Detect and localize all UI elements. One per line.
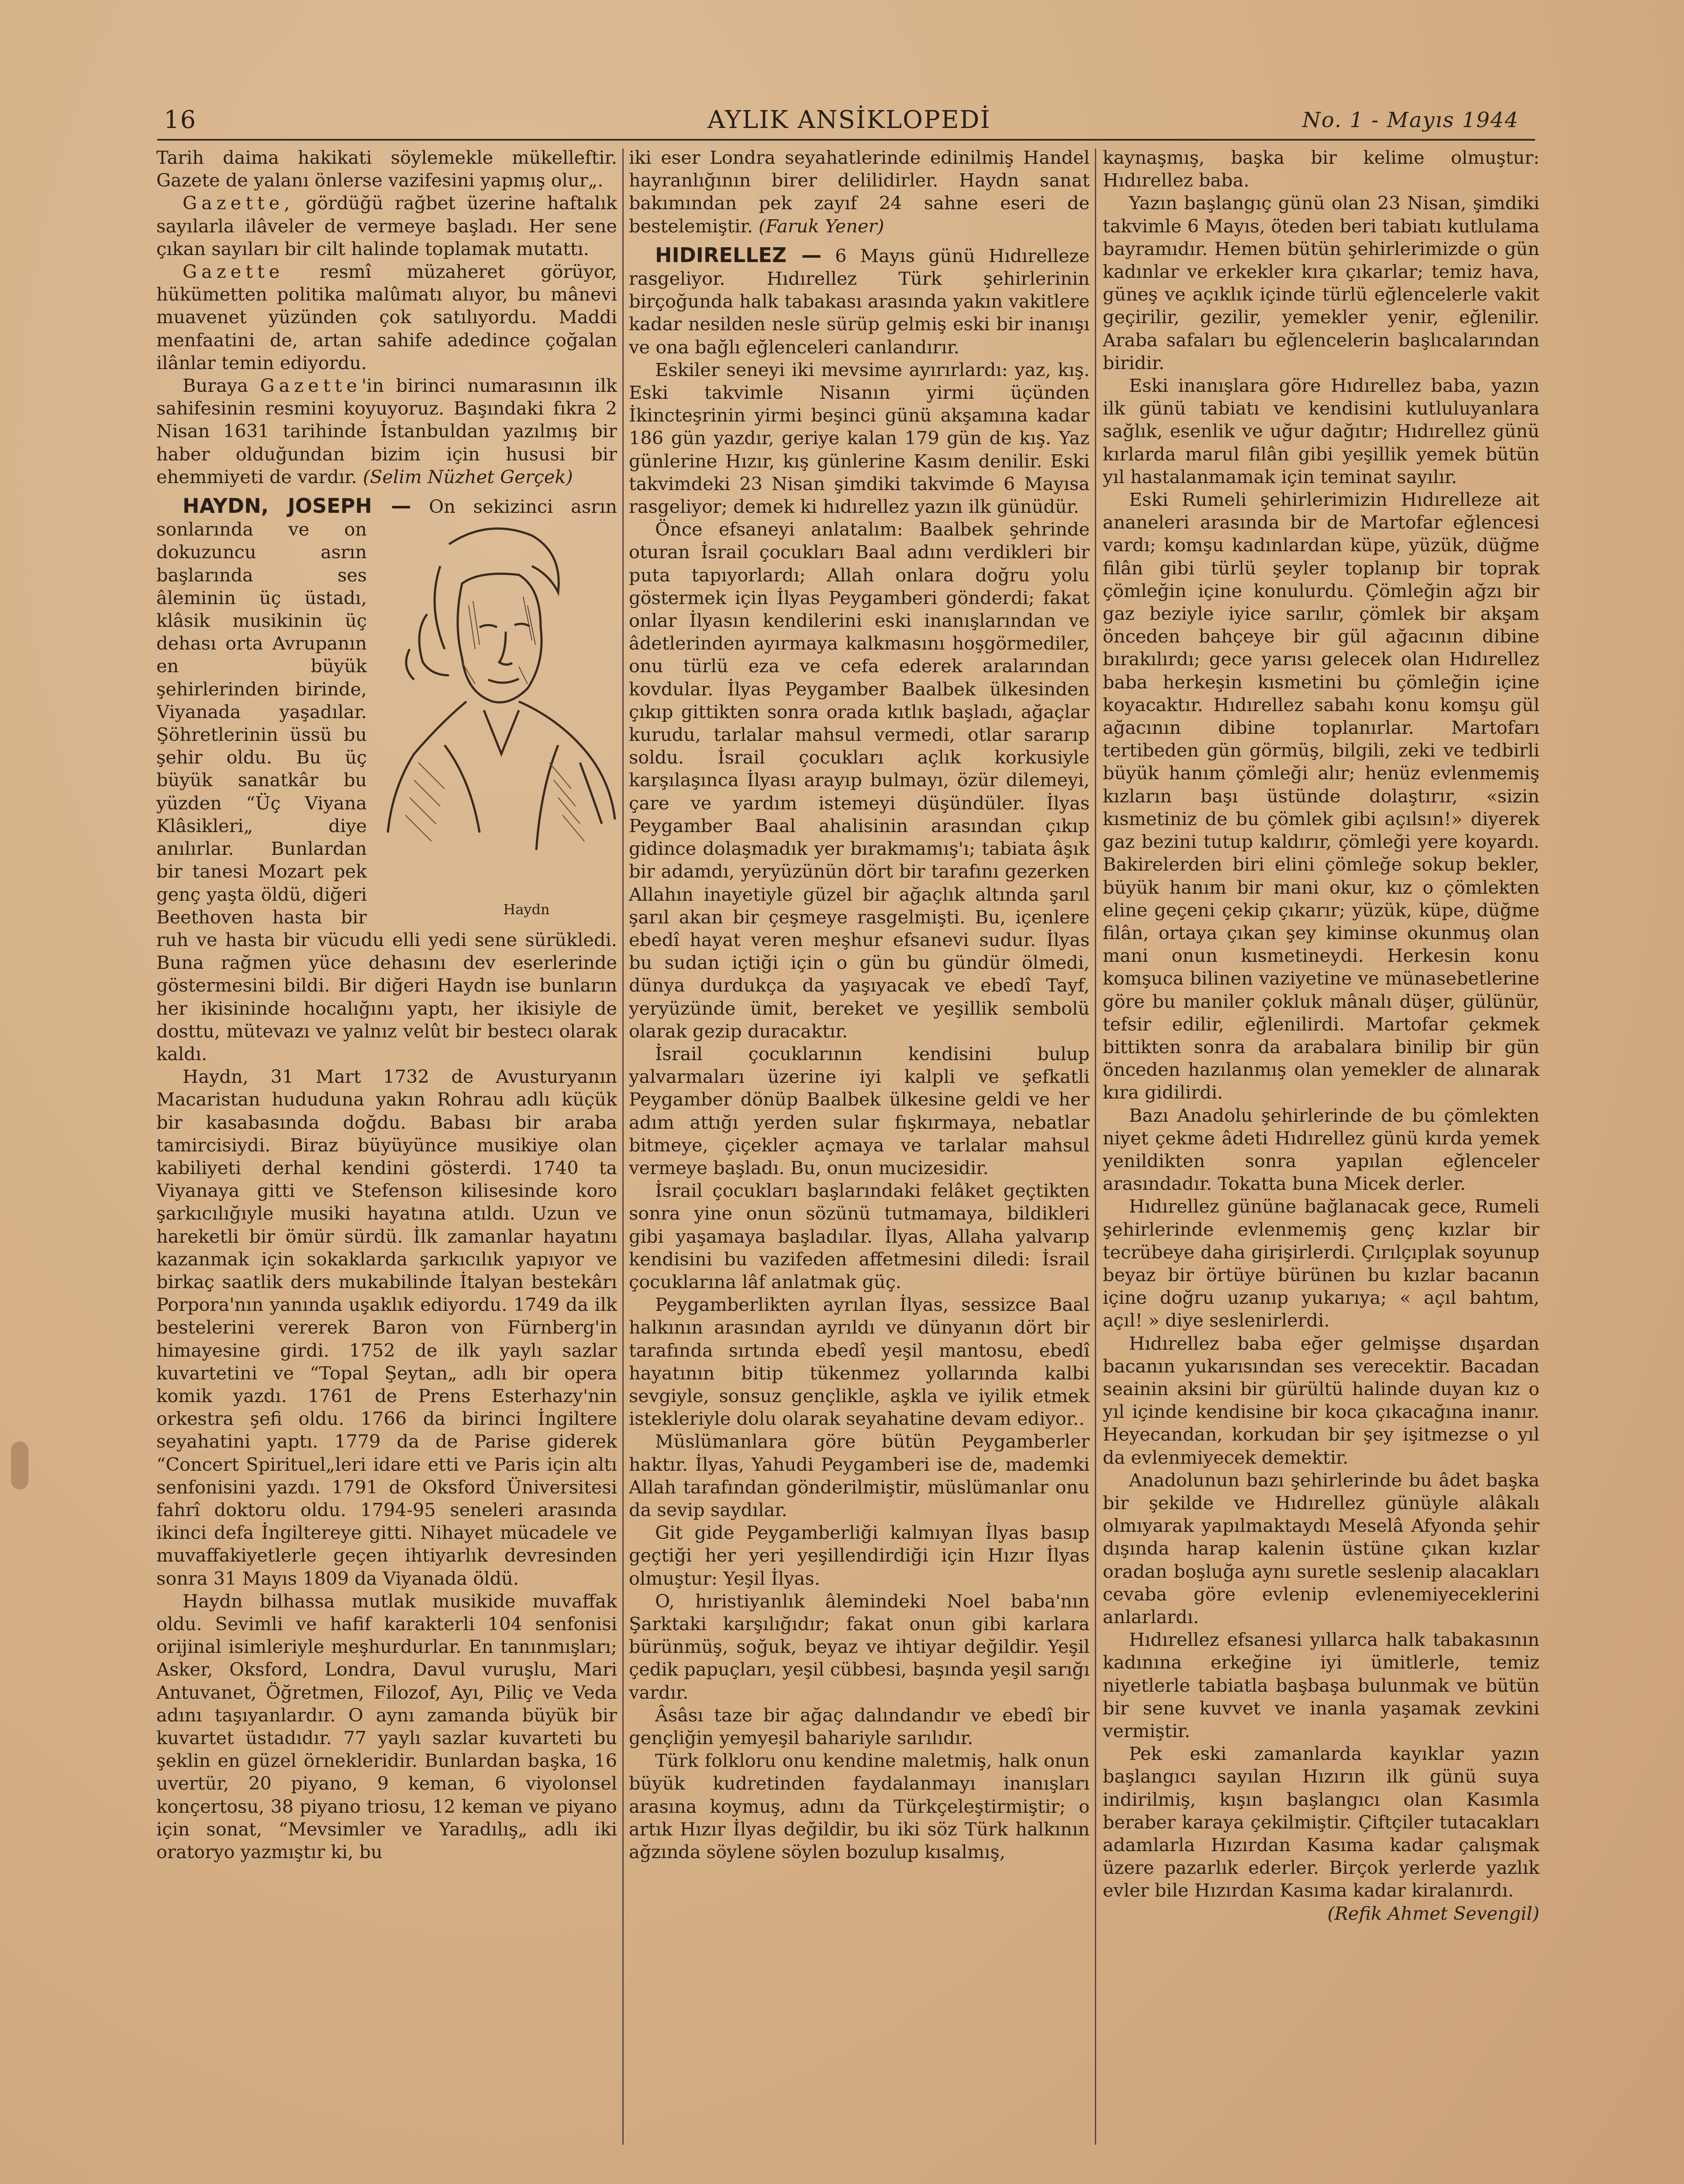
paragraph: Müslümanlara göre bütün Peygamberler haktır. İlyas, Yahudi Peygamberi ise de, mademki Allah tarafından gönderilmiştir, müslümanlar onu da sevip saydılar. bbox=[629, 1431, 1090, 1521]
paragraph bbox=[156, 260, 617, 374]
paper-stain bbox=[11, 1441, 28, 1489]
column-divider-1 bbox=[622, 149, 624, 2145]
gazette-name: Gazette bbox=[260, 375, 362, 397]
author-signature: (Faruk Yener) bbox=[759, 215, 884, 237]
paragraph: Türk folkloru onu kendine maletmiş, halk onun büyük kudretinden faydalanmayı inanışları arasına koymuş, adını da Türkçeleştirmiştir; o artık Hızır İlyas değildir, bu iki söz Türk halkının ağzında söylene söylen bozulup kısalmış, bbox=[629, 1750, 1090, 1863]
paragraph: Eski Rumeli şehirlerimizin Hıdırelleze ait ananeleri arasında bir de Martofar eğlencesi vardı; komşu kadınlardan küpe, yüzük, düğme filân gibi türlü şeyler toplanıp bir toprak çömleğin içine konulurdu. Çömleğin ağzı bir gaz beziyle iyice sarılır, çömlek bir akşam önceden bahçeye bir gül ağacının dibine bırakılırdı; gece yarısı gelecek olan Hıdırellez baba herkeşin kısmetini bu çömleğin içine koyacaktır. Hıdırellez sabahı konu komşu gül ağacının dibine toplanırlar. Martofarı tertibeden gün görmüş, bilgili, zeki ve tedbirli büyük hanım çömleği alır; henüz evlenmemiş kızların başı üstünde dolaştırır, «sizin kısmetiniz de bu çömlek gibi açılsın!» diyerek gaz bezini tutup kaldırır, çömleği yere koyardı. Bakirelerden biri elini çömleğe sokup bekler, büyük hanım bir mani okur, kız o çömlekten eline geçeni çekip çıkarır; yüzük, küpe, düğme filân, ortaya çıkan şey kiminse okunmuş olan mani onun kısmetineydi. Herkesin konu komşuca bilinen vaziyetine ve münasebetlerine göre bu maniler çokluk mânalı düşer, gülünür, tefsir edilir, eğlenilirdi. Martofar çekmek bittikten sonra da arabalara binilip bir gün önceden hazılanmış olan yemekler de alınarak kıra gidilirdi. bbox=[1103, 489, 1539, 1103]
paragraph: Hıdırellez gününe bağlanacak gece, Rumeli şehirlerinde evlenmemiş genç kızlar bir tecrübeye daha girişirlerdi. Çırılçıplak soyunup beyaz bir örtüye bürünen bu kızlar bacanın içine doğru uzanıp yukarıya; « açıl bahtım, açıl! » diye seslenirlerdi. bbox=[1103, 1196, 1539, 1331]
journal-title: AYLIK ANSİKLOPEDİ bbox=[707, 106, 991, 134]
issue-info: No. 1 - Mayıs 1944 bbox=[1302, 108, 1519, 132]
article-heading: HIDIRELLEZ — bbox=[655, 243, 822, 267]
portrait-engraving bbox=[375, 518, 617, 898]
paragraph-text: 'in birinci numarasının ilk sahifesinin resmini koyuyoruz. Başındaki fıkra 2 Nisan 1631 tarihinde İstanbuldan yazılmış bir haber olduğundan bizim için hususi bir ehemmiyeti de vardır. bbox=[156, 375, 618, 487]
column-2 bbox=[629, 146, 1090, 1863]
paragraph: kaynaşmış, başka bir kelime olmuştur: Hıdırellez baba. bbox=[1103, 147, 1539, 191]
paragraph: Âsâsı taze bir ağaç dalındandır ve ebedî bir gençliğin yemyeşil bahariyle sarılıdır. bbox=[629, 1704, 1090, 1749]
paragraph: Tarih daima hakikati söylemekle mükelleftir. Gazete de yalanı önlerse vazifesini yapmış olur„. bbox=[156, 147, 617, 191]
article-haydn bbox=[156, 494, 617, 1065]
paragraph-text: gördüğü rağbet üzerine haftalık sayılarla ilâveler de vermeye başladı. Her sene çıkan sayıları bir cilt halinde toplamak mutattı. bbox=[156, 192, 617, 259]
paragraph: Haydn bilhassa mutlak musikide muvaffak oldu. Sevimli ve hafif karakterli 104 senfonisi orijinal isimleriyle meşhurdurlar. En tanınmışları; Asker, Oksford, Londra, Davul vuruşlu, Mari Antuvanet, Öğretmen, Filozof, Ayı, Piliç ve Veda adını taşıyanlardır. O aynı zamanda büyük bir kuvartet üstadıdır. 77 yaylı sazlar kuvarteti bu şeklin en güzel örnekleridir. Bunlardan başka, 16 uvertür, 20 piyano, 9 keman, 6 viyolonsel konçertosu, 38 piyano triosu, 12 keman ve piyano için sonat, “Mevsimler ve Yaradılış„ adlı iki oratoryo yazmıştır ki, bu bbox=[156, 1590, 617, 1863]
paragraph: Bazı Anadolu şehirlerinde de bu çömlekten niyet çekme âdeti Hıdırellez günü kırda yemek yenildikten sonra yapılan eğlenceler arasındadır. Tokatta buna Micek derler. bbox=[1103, 1104, 1539, 1195]
paragraph bbox=[156, 374, 617, 488]
paragraph: Eski inanışlara göre Hıdırellez baba, yazın ilk günü tabiatı ve kendisini kutluluyanlara sağlık, esenlik ve uğur dağıtır; Hıdırellez günü kırlarda marul filân gibi yeşillik yemek bütün yıl hastalanmamak için teminat sayılır. bbox=[1103, 375, 1539, 487]
paragraph: O, hıristiyanlık âlemindeki Noel baba'nın Şarktaki karşılığıdır; fakat onun gibi karlara bürünmüş, soğuk, beyaz ve ihtiyar değildir. Yeşil çedik papuçları, yeşil cübbesi, başında yeşil sarığı vardır. bbox=[629, 1590, 1090, 1703]
column-1 bbox=[156, 146, 617, 1863]
paragraph-text: resmî müzaheret görüyor, hükümetten politika malûmatı alıyor, bu mânevi muavenet yüzünden çok satılıyordu. Maddi menfaatini de, artan sahife adedince çoğalan ilânlar temin ediyordu. bbox=[156, 261, 617, 373]
paragraph: Önce efsaneyi anlatalım: Baalbek şehrinde oturan İsrail çocukları Baal adını verdikleri bir puta tapıyorlardı; Allah onlara doğru yolu göstermek için İlyas Peygamberi gönderdi; fakat onlar İlyasın kendilerini eski inanışlarından ve âdetlerinden ayırmaya kalkmasını hoşgörmediler, onu türlü eza ve cefa ederek aralarından kovdular. İlyas Peygamber Baalbek ülkesinden çıkıp gittikten sonra orada kıtlık başladı, ağaçlar kurudu, tarlalar mahsul vermedi, otlar sararıp soldu. İsrail çocukları açlık korkusiyle karşılaşınca İlyası arayıp bulmayı, özür dilemeyi, çare ve yardım istemeyi düşündüler. İlyas Peygamber Baal ahalisinin arasından çıkıp gidince dolaşmadık yer bırakmamış'ı; tabiata âşık bir adamdı, yeryüzünün dört bir tarafını gezerken Allahın inayetiyle güzel bir ağaçlık altında şarıl şarıl akan bir çeşmeye rasgelmişti. Bu, içenlere ebedî hayat veren meşhur efsanevi sudur. İlyas bu sudan içtiği için o gün bu gündür ölmedi, dünya durdukça da yaşıyacak ve ebedî Tayf, yeryüzünde ümit, bereket ve yeşillik sembolü olarak gezip duracaktır. bbox=[629, 518, 1090, 1042]
page-header bbox=[0, 103, 1684, 151]
portrait-caption: Haydn bbox=[503, 901, 550, 918]
paragraph: Hıdırellez efsanesi yıllarca halk tabakasının kadınına erkeğine iyi ümitlerle, temiz niyetlerle tabiatla başbaşa bulunmak ve bütün bir sene kuvvet ve inanla yaşamak zevkini vermiştir. bbox=[1103, 1629, 1539, 1742]
paragraph-text: 6 Mayıs günü Hıdırelleze rasgeliyor. Hıdırellez Türk şehirlerinin birçoğunda halk tabakası arasında yakın vakitlere kadar nesilden nesle sürüp gelmiş eski bir inanışı ve ona bağlı eğlenceleri canlandırır. bbox=[629, 245, 1090, 358]
haydn-portrait bbox=[375, 518, 617, 920]
paragraph: Haydn, 31 Mart 1732 de Avusturyanın Macaristan hududuna yakın Rohrau adlı küçük bir kasabasında doğdu. Babası bir araba tamircisiydi. Biraz büyüyünce musikiye olan kabiliyeti derhal kendini gösterdi. 1740 ta Viyanaya gitti ve Stefenson kilisesinde koro şarkıcılığıyle musiki hayatına atıldı. Uzun ve hareketli bir ömür sürdü. İlk zamanlar hayatını kazanmak için sokaklarda şarkıcılık yapıyor ve birkaç saatlik ders mukabilinde İtalyan bestekârı Porpora'nın yanında uşaklık ediyordu. 1749 da ilk bestelerini vererek Baron von Fürnberg'in himayesine girdi. 1752 de ilk yaylı sazlar kuvartetini ve “Topal Şeytan„ adlı bir opera komik yazdı. 1761 de Prens Esterhazy'nin orkestra şefi oldu. 1766 da birinci İngiltere seyahatini yaptı. 1779 da de Parise giderek “Concert Spirituel„leri idare etti ve Paris için altı senfonisini yazdı. 1791 de Oksford Üniversitesi fahrî doktoru oldu. 1794-95 seneleri arasında ikinci defa İngiltereye gitti. Nihayet mücadele ve muvaffakiyetlerle geçen ihtiyarlık devresinden sonra 31 Mayıs 1809 da Viyanada öldü. bbox=[156, 1066, 617, 1589]
paragraph: Eskiler seneyi iki mevsime ayırırlardı: yaz, kış. Eski takvimle Nisanın yirmi üçünden İkincteşrinin yirmi beşinci günü akşamına kadar 186 gün yazdır, geriye kalan 179 gün de kış. Yaz günlerine Hızır, kış günlerine Kasım denilir. Eski takvimdeki 23 Nisan şimdiki takvimde 6 Mayısa rasgeliyor; demek ki hıdırellez yazın ilk günüdür. bbox=[629, 359, 1090, 518]
page-number: 16 bbox=[164, 106, 197, 134]
gazette-name: Gazette bbox=[183, 261, 284, 283]
paragraph bbox=[156, 192, 617, 260]
paragraph: İsrail çocukları başlarındaki felâket geçtikten sonra yine onun sözünü tutmamaya, bildikleri gibi yaşamaya başladılar. İlyas, Allaha yalvarıp kendisini bu vazifeden affetmesini diledi: İsrail çocuklarına lâf anlatmak güç. bbox=[629, 1180, 1090, 1292]
author-signature: (Selim Nüzhet Gerçek) bbox=[362, 466, 573, 487]
paragraph: Yazın başlangıç günü olan 23 Nisan, şimdiki takvimle 6 Mayıs, öteden beri tabiatı kutlulama bayramıdır. Hemen bütün şehirlerimizde o gün kadınlar ve erkekler kıra çıkarlar; temiz hava, güneş ve açıklık içinde türlü eğlencelerle vakit geçirilir, gezilir, yemekler yenir, eğlenilir. Araba safaları bu eğlencelerin başlıcalarından biridir. bbox=[1103, 192, 1539, 373]
author-signature: (Refik Ahmet Sevengil) bbox=[1327, 1902, 1539, 1924]
article-heading: HAYDN, JOSEPH — bbox=[183, 494, 411, 518]
paragraph-text: On sekizinci asrın sonlarında ve on dokuzuncu asrın başlarında ses âleminin üç üstadı, klâsik musikinin üç dehası orta Avrupanın en büyük şehirlerinden birinde, Viyanada yaşadılar. Şöhretlerinin üssü bu şehir oldu. Bu üç büyük sanatkâr bu yüzden “Üç Viyana Klâsikleri„ diye anılırlar. Bunlardan bir tanesi Mozart pek genç yaşta öldü, diğeri Beethoven hasta bir ruh ve hasta bir vücudu elli yedi sene sürükledi. Buna rağmen yüce dehasını dev eserlerinde göstermesini bildi. Bir diğeri Haydn ise bunların her ikisininde hocalığını yaptı, her ikisiyle de dosttu, mütevazı ve yalnız velût bir bestecı olarak kaldı. bbox=[156, 496, 617, 1064]
paragraph bbox=[629, 146, 1090, 238]
paragraph-text: Buraya bbox=[183, 375, 260, 397]
column-3 bbox=[1103, 146, 1539, 1925]
paragraph: Anadolunun bazı şehirlerinde bu âdet başka bir şekilde ve Hıdırellez günüyle alâkalı olmıyarak yapılmaktaydı Meselâ Afyonda şehir dışında harap kalenin üstüne çıkan kızlar oradan boşluğa aynı suretle seslenip alacakları cevaba göre evlenip evlenemiyeceklerini anlarlardı. bbox=[1103, 1469, 1539, 1628]
article-hidirellez bbox=[629, 244, 1090, 359]
paragraph: İsrail çocuklarının kendisini bulup yalvarmaları üzerine iyi kalpli ve şefkatli Peygamber dönüp Baalbek ülkesine geldi ve her adım attığı yerden sular fışkırmaya, nebatlar bitmeye, çiçekler açmaya ve tarlalar mahsul vermeye başladı. Bu, onun mucizesidir. bbox=[629, 1043, 1090, 1178]
paragraph: Pek eski zamanlarda kayıklar yazın başlangıcı sayılan Hızırın ilk günü suya indirilmiş, kışın başlangıcı olan Kasımla beraber karaya çekilmiştir. Çiftçiler tutacakları adamlarla Hızırdan Kasıma kadar çalışmak üzere pazarlık ederler. Birçok yerlerde yazlık evler bile Hızırdan Kasıma kadar kiralanırdı. bbox=[1103, 1743, 1539, 1901]
column-divider-2 bbox=[1095, 149, 1096, 2145]
gazette-name: Gazette, bbox=[183, 192, 294, 214]
paragraph: Hıdırellez baba eğer gelmişse dışardan bacanın yukarısından ses verecektir. Bacadan seainin aksini bir gürültü halinde duyan kız o yıl içinde kendisine bir koca çıkacağına inanır. Heyecandan, korkudan bir şey işitmezse o yıl da evlenmiyecek demektir. bbox=[1103, 1332, 1539, 1468]
paragraph: Git gide Peygamberliği kalmıyan İlyas basıp geçtiği her yeri yeşillendirdiği için Hızır İlyas olmuştur: Yeşil İlyas. bbox=[629, 1522, 1090, 1589]
header-rule bbox=[157, 139, 1535, 141]
paragraph: Peygamberlikten ayrılan İlyas, sessizce Baal halkının arasından ayrıldı ve dünyanın dört bir tarafında sırtında ebedî yeşil mantosu, ebedî hayatının bitip tükenmez yollarında kalbi sevgiyle, sonsuz gençlikle, aşkla ve iyilik etmek istekleriyle dolu olarak seyahatine devam ediyor.. bbox=[629, 1294, 1090, 1430]
paragraph-text: iki eser Londra seyahatlerinde edinilmiş Handel hayranlığının birer delilidirler. Haydn sanat bakımından pek zayıf 24 sahne eseri de bestelemiştir. bbox=[629, 147, 1090, 237]
